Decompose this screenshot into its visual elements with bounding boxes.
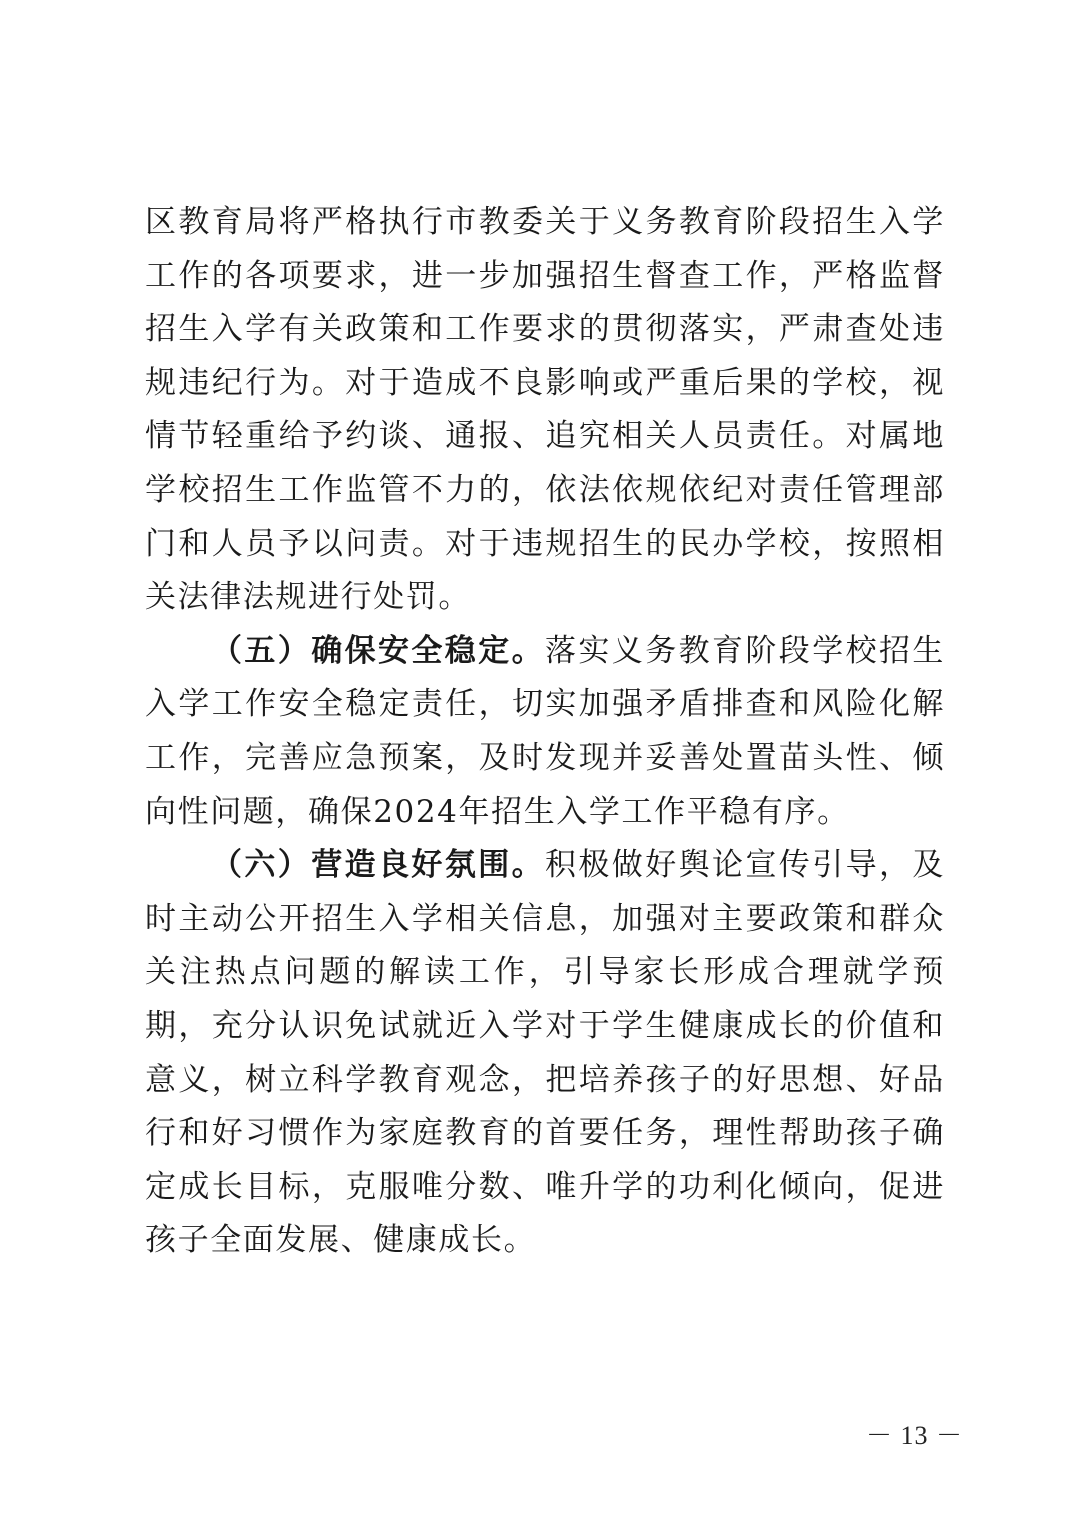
paragraph-supervision	[145, 196, 945, 625]
paragraph-safety-text: 落实义务教育阶段学校招生入学工作安全稳定责任，切实加强矛盾排查和风险化解工作，完善应急预案，及时发现并妥善处置苗头性、倾向性问题，确保2024年招生入学工作平稳有序。	[145, 632, 945, 830]
paragraph-atmosphere-text: 积极做好舆论宣传引导，及时主动公开招生入学相关信息，加强对主要政策和群众关注热点问题的解读工作，引导家长形成合理就学预期，充分认识免试就近入学对于学生健康成长的价值和意义，树立科学教育观念，把培养孩子的好思想、好品行和好习惯作为家庭教育的首要任务，理性帮助孩子确定成长目标，克服唯分数、唯升学的功利化倾向，促进孩子全面发展、健康成长。	[145, 847, 945, 1259]
paragraph-safety-heading: （五）确保安全稳定。	[211, 632, 545, 669]
paragraph-supervision-text: 区教育局将严格执行市教委关于义务教育阶段招生入学工作的各项要求，进一步加强招生督查工作，严格监督招生入学有关政策和工作要求的贯彻落实，严肃查处违规违纪行为。对于造成不良影响或严重后果的学校，视情节轻重给予约谈、通报、追究相关人员责任。对属地学校招生工作监管不力的，依法依规依纪对责任管理部门和人员予以问责。对于违规招生的民办学校，按照相关法律法规进行处罚。	[145, 204, 945, 616]
body-text	[145, 196, 945, 1268]
paragraph-atmosphere	[145, 839, 945, 1268]
paragraph-atmosphere-heading: （六）营造良好氛围。	[211, 847, 545, 884]
paragraph-safety	[145, 625, 945, 839]
page-number: － 13 －	[866, 1421, 964, 1450]
